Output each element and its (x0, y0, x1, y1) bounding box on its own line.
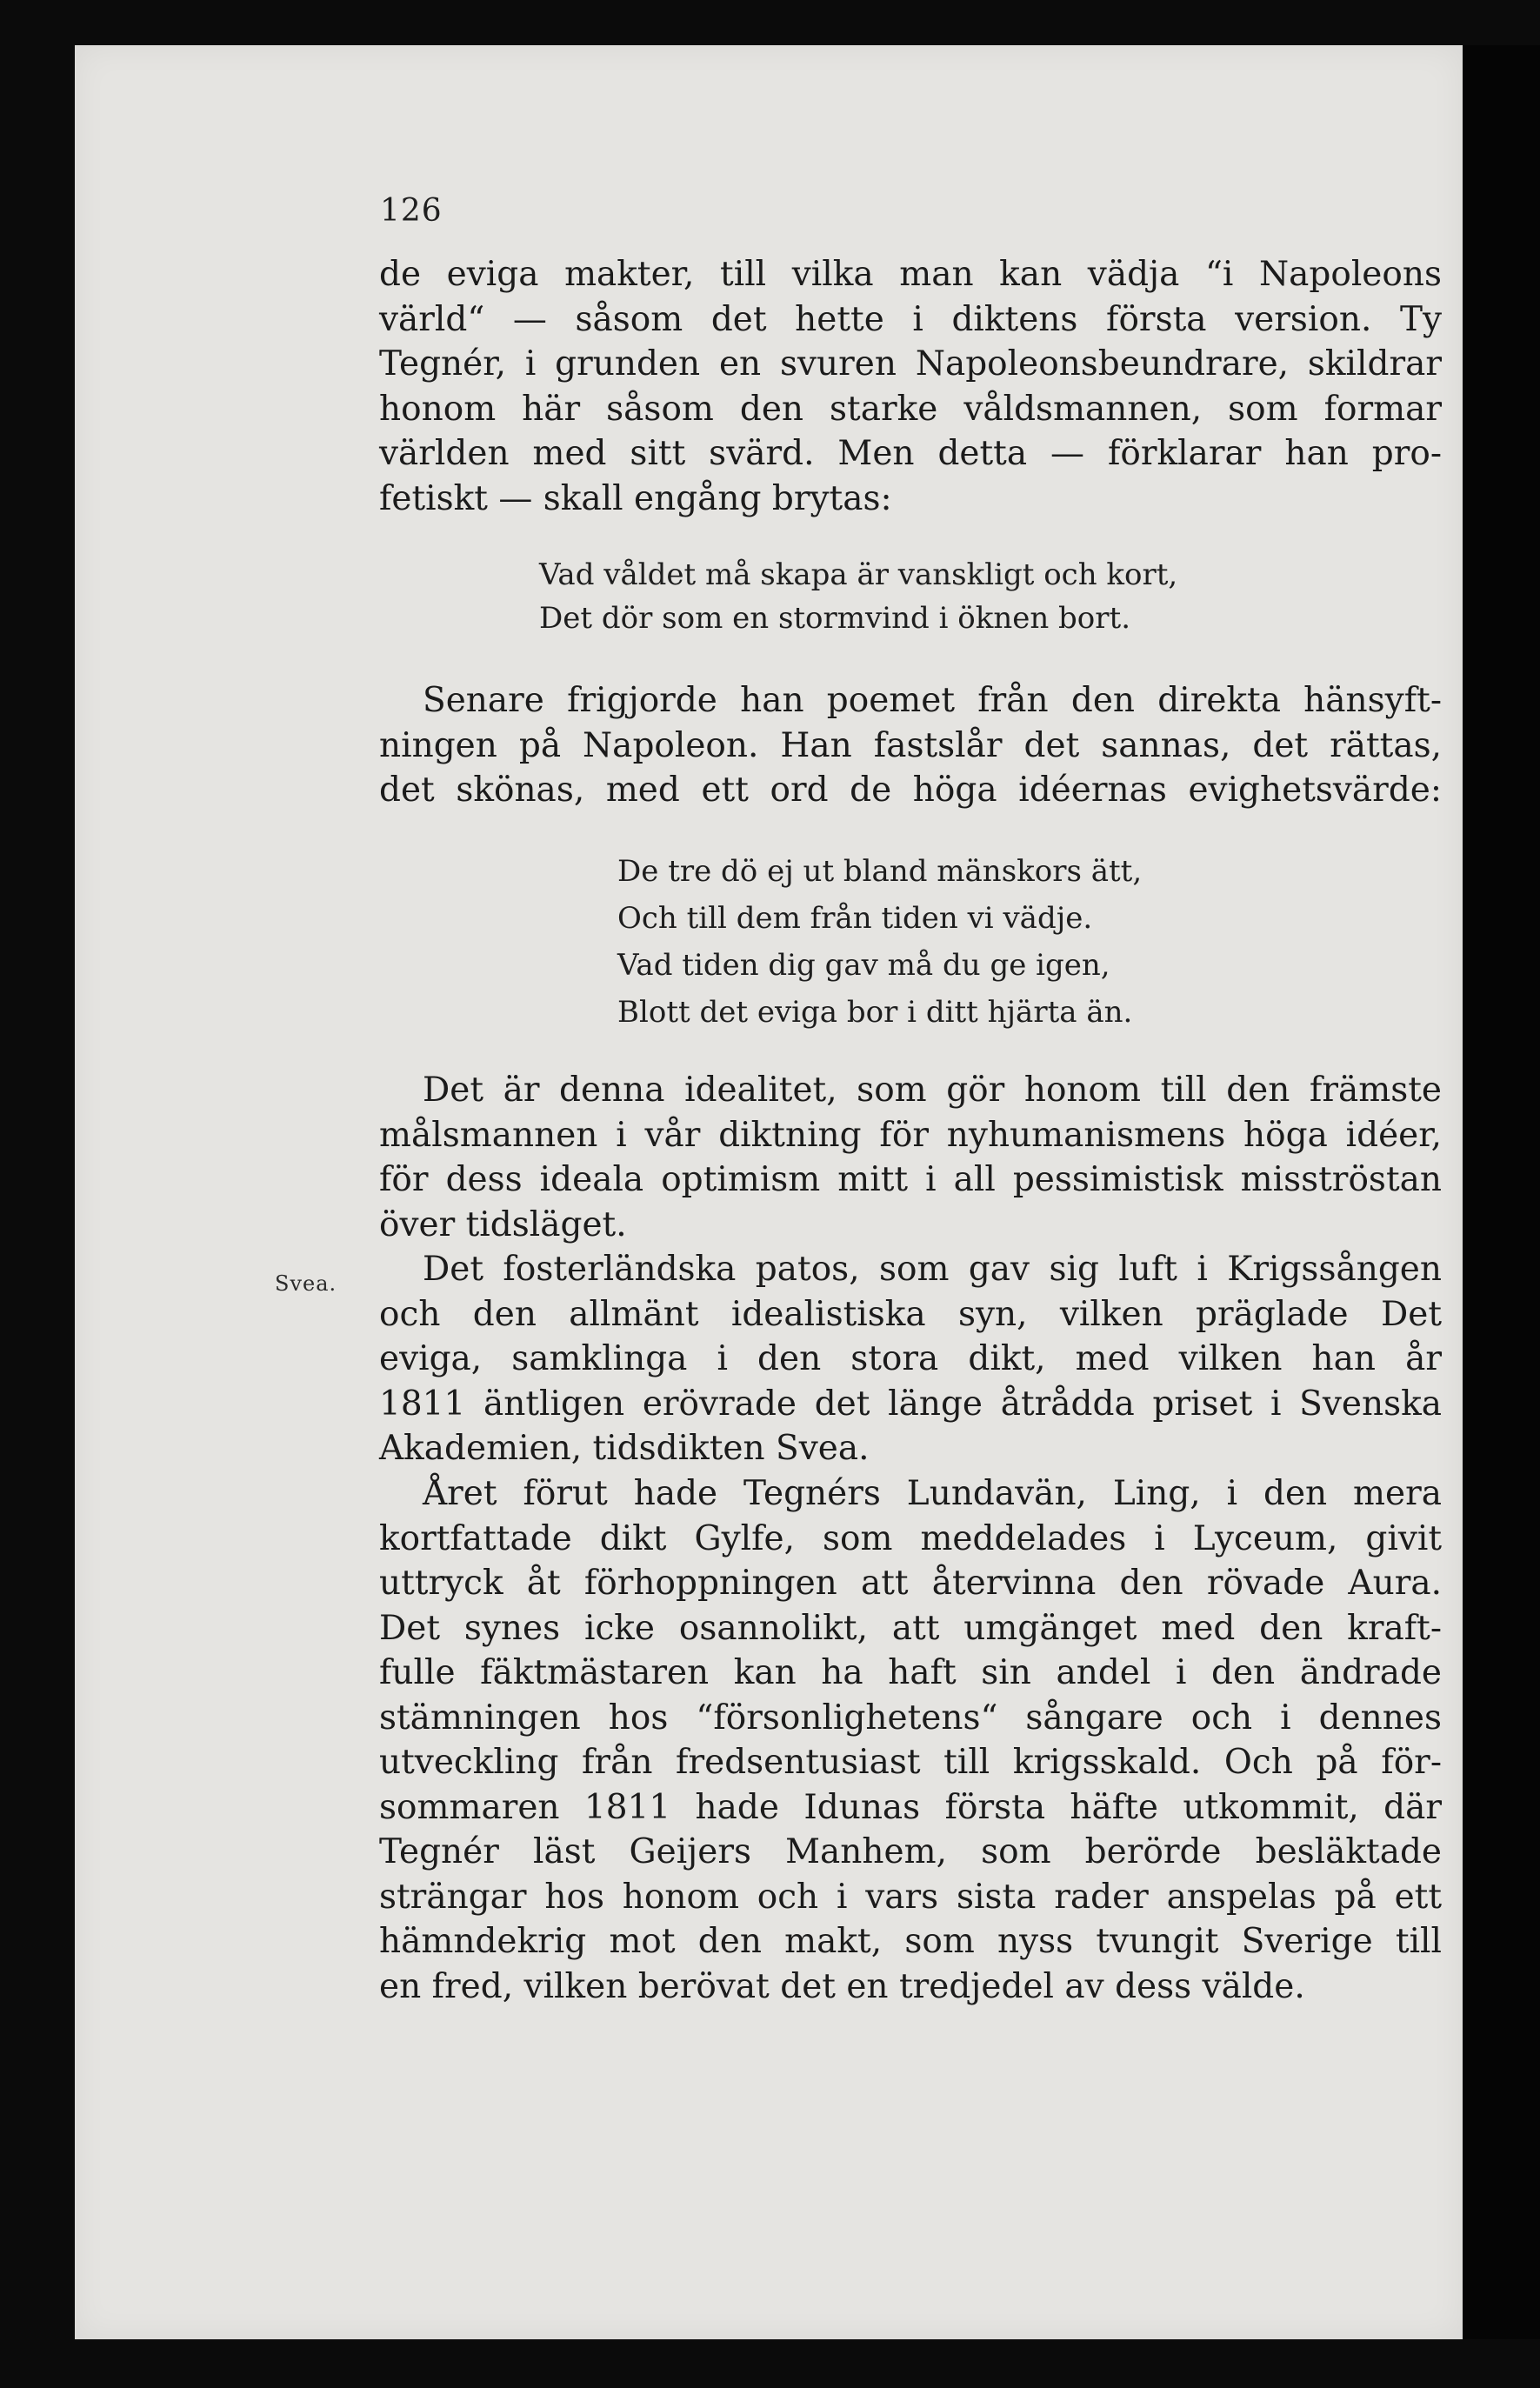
text-line: Det är denna idealitet, som gör honom till den främste (423, 1071, 1442, 1110)
text-line: en fred, vilken berövat det en tredjedel av dess välde. (379, 1966, 1305, 2006)
text-line: för dess ideala optimism mitt i all pessimistisk misströstan (379, 1160, 1442, 1199)
paragraph-2 (379, 678, 1442, 813)
verse-line: Det dör som en stormvind i öknen bort. (539, 601, 1130, 636)
text-line: utveckling från fredsentusiast till krigsskald. Och på för- (379, 1743, 1442, 1782)
text-line: de eviga makter, till vilka man kan vädja “i Napoleons (379, 255, 1442, 294)
text-line: stämningen hos “försonlighetens“ sångare och i dennes (379, 1698, 1442, 1738)
text-line: sommaren 1811 hade Idunas första häfte utkommit, där (379, 1787, 1442, 1827)
paragraph-4-text (379, 1247, 1442, 1471)
verse-2 (617, 848, 1142, 1036)
paragraph-5 (379, 1471, 1442, 2009)
text-line: Tegnér, i grunden en svuren Napoleonsbeundrare, skildrar (379, 344, 1442, 384)
verse-line: Blott det eviga bor i ditt hjärta än. (617, 995, 1133, 1030)
text-line: Senare frigjorde han poemet från den direkta hänsyft- (423, 681, 1442, 720)
text-line: Akademien, tidsdikten Svea. (379, 1429, 870, 1468)
text-line: hämndekrig mot den makt, som nyss tvungit Sverige till (379, 1922, 1442, 1961)
verse-line: De tre dö ej ut bland mänskors ätt, (617, 854, 1143, 889)
text-line: Det fosterländska patos, som gav sig luft i Krigssången (423, 1250, 1442, 1289)
paragraph-3-text (379, 1068, 1442, 1247)
paragraph-5-text (379, 1471, 1442, 2009)
text-line: Det synes icke osannolikt, att umgänget med den kraft- (379, 1608, 1442, 1648)
text-line: det skönas, med ett ord de höga idéernas evighetsvärde: (379, 770, 1442, 810)
text-line: värld“ — såsom det hette i diktens första version. Ty (379, 299, 1442, 339)
verse-line: Vad våldet må skapa är vanskligt och kort, (539, 557, 1178, 592)
text-line: uttryck åt förhoppningen att återvinna den rövade Aura. (379, 1564, 1442, 1603)
paragraph-2-text (379, 678, 1442, 813)
text-line: fetiskt — skall engång brytas: (379, 478, 892, 518)
page-number: 126 (380, 193, 443, 229)
text-line: Tegnér läst Geijers Manhem, som berörde besläktade (379, 1832, 1442, 1871)
paragraph-3 (379, 1068, 1442, 1247)
margin-note: Svea. (275, 1271, 337, 1296)
text-line: honom här såsom den starke våldsmannen, som formar (379, 389, 1442, 429)
verse-1 (539, 553, 1177, 640)
text-line: kortfattade dikt Gylfe, som meddelades i Lyceum, givit (379, 1518, 1442, 1558)
text-line: målsmannen i vår diktning för nyhumanismens höga idéer, (379, 1115, 1442, 1155)
text-line: över tidsläget. (379, 1204, 627, 1244)
text-line: världen med sitt svärd. Men detta — förklarar han pro- (379, 434, 1442, 473)
text-line: strängar hos honom och i vars sista rader anspelas på ett (379, 1877, 1442, 1917)
verse-line: Och till dem från tiden vi vädje. (617, 901, 1093, 936)
text-line: ningen på Napoleon. Han fastslår det sannas, det rättas, (379, 725, 1442, 765)
scan-border (1463, 45, 1540, 2339)
paragraph-1 (379, 252, 1442, 521)
verse-line: Vad tiden dig gav må du ge igen, (617, 948, 1110, 983)
paragraph-4 (379, 1247, 1442, 1471)
paragraph-1-text (379, 252, 1442, 521)
text-line: Året förut hade Tegnérs Lundavän, Ling, i den mera (423, 1474, 1442, 1513)
text-line: 1811 äntligen erövrade det länge åtrådda priset i Svenska (379, 1384, 1442, 1424)
text-line: eviga, samklinga i den stora dikt, med vilken han år (379, 1339, 1442, 1378)
text-line: och den allmänt idealistiska syn, vilken präglade Det (379, 1294, 1442, 1334)
text-line: fulle fäktmästaren kan ha haft sin andel i den ändrade (379, 1653, 1442, 1692)
